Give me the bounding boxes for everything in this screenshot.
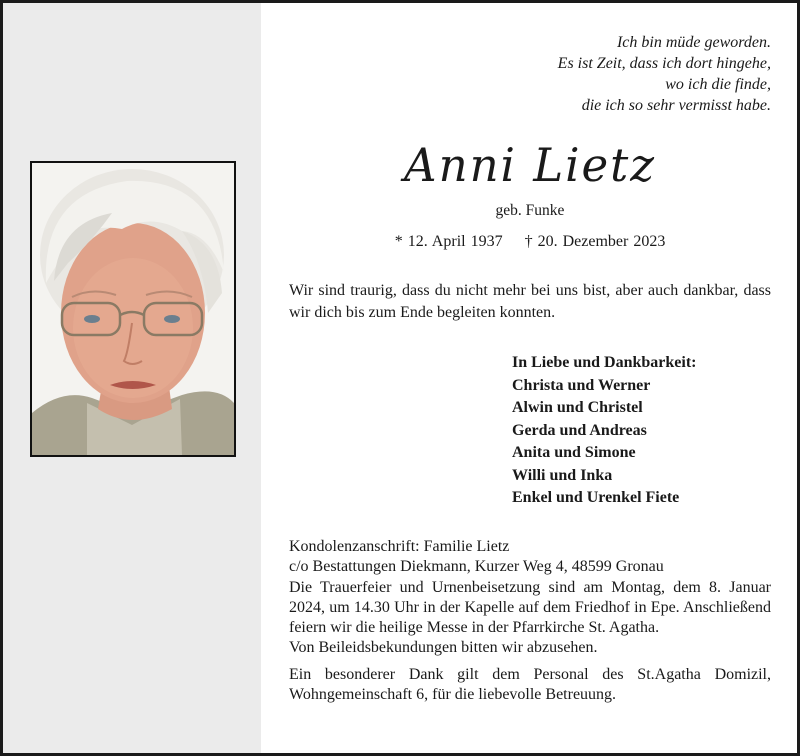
condolence-address: Kondolenzanschrift: Familie Lietz: [289, 538, 510, 555]
no-condolences-note: Von Beileidsbekundungen bitten wir abzusehen.: [289, 639, 598, 657]
death-date: † 20. Dezember 2023: [524, 233, 666, 250]
family-member: Christa und Werner: [512, 376, 651, 394]
family-member: Gerda und Andreas: [512, 421, 647, 439]
family-member: Enkel und Urenkel Fiete: [512, 489, 680, 506]
poem-line: wo ich die finde,: [665, 76, 771, 93]
poem-line: Ich bin müde geworden.: [616, 34, 771, 51]
poem-line: die ich so sehr vermisst habe.: [581, 97, 771, 114]
family-member: Willi und Inka: [512, 466, 613, 484]
obituary-content: [289, 0, 771, 756]
family-list: [512, 352, 697, 510]
funeral-home-address: c/o Bestattungen Diekmann, Kurzer Weg 4, 48599 Gronau: [289, 558, 664, 576]
birth-date: * 12. April 1937: [394, 233, 503, 250]
portrait-illustration: [32, 163, 234, 455]
poem-line: Es ist Zeit, dass ich dort hingehe,: [557, 55, 771, 72]
thanks-note: Ein besonderer Dank gilt dem Personal des St.Agatha Domizil, Wohngemeinschaft 6, für die liebevolle Betreuung.: [289, 665, 771, 704]
family-member: Anita und Simone: [512, 444, 636, 461]
family-heading: In Liebe und Dankbarkeit:: [512, 354, 697, 371]
poem: [558, 32, 771, 116]
maiden-name: geb. Funke: [495, 202, 565, 219]
deceased-name: Anni Lietz: [404, 138, 656, 192]
portrait-photo: [30, 161, 236, 457]
family-member: Alwin und Christel: [512, 399, 643, 416]
service-details: Die Trauerfeier und Urnenbeisetzung sind am Montag, dem 8. Januar 2024, um 14.30 Uhr in der Kapelle auf dem Friedhof in Epe. Anschließend feiern wir die heilige Messe in der Pfarrkirche St. Agatha.: [289, 578, 771, 637]
service-info: [289, 537, 771, 705]
mourning-message: Wir sind traurig, dass du nicht mehr bei uns bist, aber auch dankbar, dass wir dich bis zum Ende begleiten konnten.: [289, 282, 771, 321]
life-dates: [289, 232, 771, 252]
